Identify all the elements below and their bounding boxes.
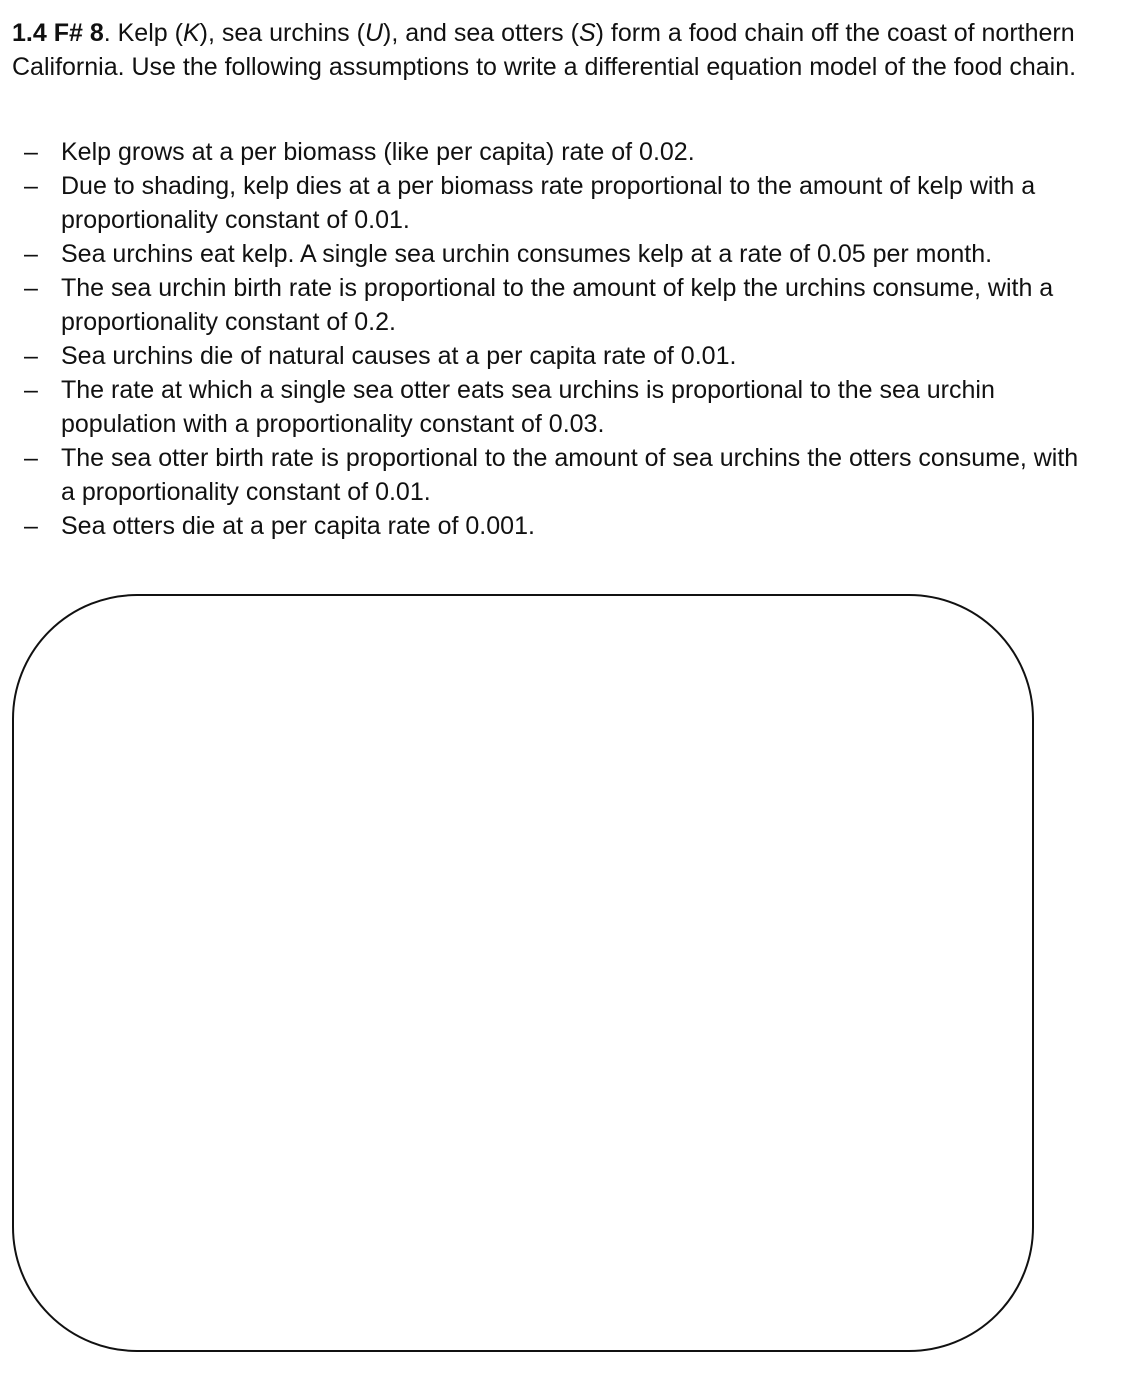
assumption-item: [12, 237, 1092, 271]
assumption-text: The sea otter birth rate is proportional to the amount of sea urchins the otters consume, with a proportionality constant of 0.01.: [61, 444, 1079, 506]
problem-text-part: ) form a food chain off the coast of northern California. Use the following assumptions to write a differential equation model of the food chain.: [12, 19, 1077, 81]
assumption-text: The sea urchin birth rate is proportional to the amount of kelp the urchins consume, with a proportionality constant of 0.2.: [61, 274, 1054, 336]
list-dash: –: [24, 274, 38, 302]
assumption-item: [12, 373, 1092, 441]
assumption-item: [12, 509, 1092, 543]
list-dash: –: [24, 172, 38, 200]
list-dash: –: [24, 240, 38, 268]
assumption-text: Sea otters die at a per capita rate of 0.001.: [61, 512, 535, 540]
list-dash: –: [24, 512, 38, 540]
list-dash: –: [24, 376, 38, 404]
assumption-text: Kelp grows at a per biomass (like per capita) rate of 0.02.: [61, 138, 695, 166]
assumption-text: Sea urchins eat kelp. A single sea urchin consumes kelp at a rate of 0.05 per month.: [61, 240, 993, 268]
problem-text-part: ), and sea otters (: [383, 19, 579, 47]
urchin-variable: U: [364, 19, 384, 47]
problem-text-part: ), sea urchins (: [199, 19, 365, 47]
otter-variable: S: [578, 19, 596, 47]
problem-number: 1.4 F# 8: [12, 19, 104, 47]
assumption-item: [12, 169, 1092, 237]
assumption-item: [12, 339, 1092, 373]
problem-text-part: . Kelp (: [103, 19, 183, 47]
list-dash: –: [24, 342, 38, 370]
kelp-variable: K: [182, 19, 200, 47]
assumption-item: [12, 271, 1092, 339]
list-dash: –: [24, 444, 38, 472]
assumption-item: [12, 441, 1092, 509]
assumption-text: Sea urchins die of natural causes at a per capita rate of 0.01.: [61, 342, 737, 370]
answer-box[interactable]: [12, 594, 1034, 1352]
problem-statement: [12, 16, 1092, 84]
assumptions-list: [12, 135, 1092, 543]
assumption-item: [12, 135, 1092, 169]
list-dash: –: [24, 138, 38, 166]
assumption-text: The rate at which a single sea otter eats sea urchins is proportional to the sea urchin population with a proportionality constant of 0.03.: [61, 376, 995, 438]
assumption-text: Due to shading, kelp dies at a per biomass rate proportional to the amount of kelp with a proportionality constant of 0.01.: [61, 172, 1036, 234]
